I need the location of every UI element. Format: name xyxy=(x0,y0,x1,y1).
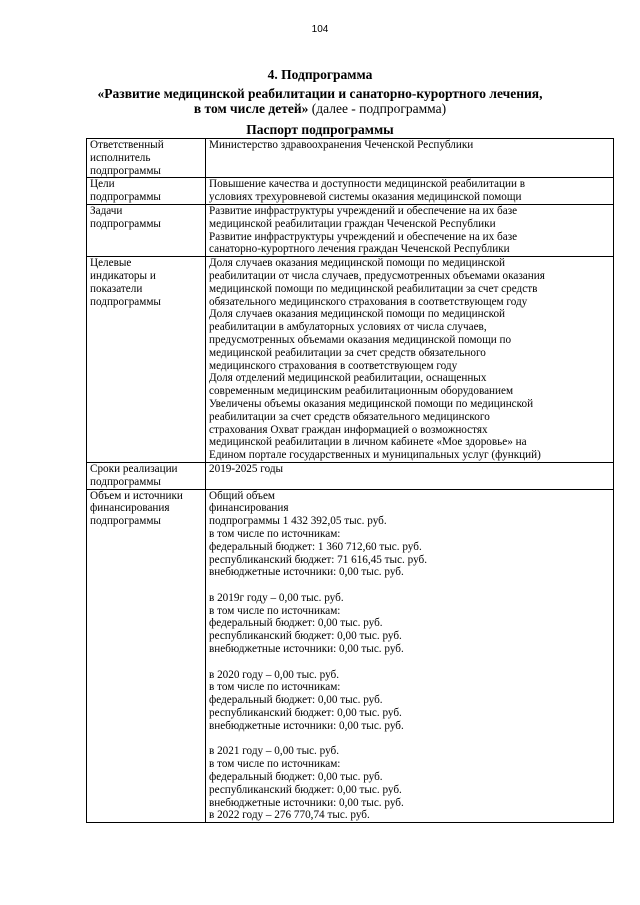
row-content-line: Министерство здравоохранения Чеченской Республики xyxy=(209,139,474,151)
row-content-line: обязательного медицинского страхования в соответствующем году xyxy=(209,295,528,308)
row-label-line: Объем и источники xyxy=(90,489,183,502)
row-content-line: 2019-2025 годы xyxy=(209,462,284,475)
subprogram-number-heading: 4. Подпрограмма xyxy=(267,67,373,82)
row-content-line: подпрограммы 1 432 392,05 тыс. руб. xyxy=(209,515,387,528)
row-label xyxy=(87,462,206,489)
row-label xyxy=(87,257,206,463)
row-content-line: медицинского страхования в соответствующем году xyxy=(209,359,458,372)
page-number: 104 xyxy=(311,24,329,35)
row-content-line: внебюджетные источники: 0,00 тыс. руб. xyxy=(209,566,404,579)
row-label-line: подпрограммы xyxy=(90,515,161,528)
table-row xyxy=(87,204,614,256)
row-label-line: Цели xyxy=(90,178,115,191)
subprogram-title xyxy=(0,86,640,116)
row-label-line: подпрограммы xyxy=(90,191,161,204)
row-content-line: реабилитации от числа случаев, предусмотренных объемами оказания xyxy=(209,269,545,282)
row-content-line: реабилитации за счет средств обязательного медицинского xyxy=(209,410,490,423)
row-content-line: в том числе по источникам: xyxy=(209,604,341,617)
row-label-line: индикаторы и xyxy=(90,269,156,282)
blank-line xyxy=(209,656,610,669)
row-content-line: реабилитации в амбулаторных условиях от числа случаев, xyxy=(209,321,487,334)
row-content-line: республиканский бюджет: 0,00 тыс. руб. xyxy=(209,630,402,643)
row-content-line: Развитие инфраструктуры учреждений и обеспечение на их базе xyxy=(209,204,518,217)
row-content-line: современным медицинским реабилитационным оборудованием xyxy=(209,385,514,398)
row-label-line: подпрограммы xyxy=(90,295,161,308)
row-label-line: показатели xyxy=(90,282,143,295)
passport-heading: Паспорт подпрограммы xyxy=(246,122,394,137)
row-content-line: в 2020 году – 0,00 тыс. руб. xyxy=(209,668,340,681)
row-content xyxy=(206,139,614,178)
table-row xyxy=(87,178,614,205)
table-row xyxy=(87,257,614,463)
row-content-line: Доля отделений медицинской реабилитации, оснащенных xyxy=(209,372,487,385)
row-content-line: медицинской реабилитации граждан Чеченской Республики xyxy=(209,217,496,230)
blank-line xyxy=(209,579,610,592)
row-label xyxy=(87,178,206,205)
row-content-line: внебюджетные источники: 0,00 тыс. руб. xyxy=(209,719,404,732)
row-label-line: Ответственный xyxy=(90,139,164,151)
row-label-line: подпрограммы xyxy=(90,164,161,177)
row-content-line: республиканский бюджет: 71 616,45 тыс. руб. xyxy=(209,553,428,566)
row-content-line: республиканский бюджет: 0,00 тыс. руб. xyxy=(209,707,402,720)
row-content-line: республиканский бюджет: 0,00 тыс. руб. xyxy=(209,783,402,796)
row-content-line: предусмотренных объемами оказания медицинской помощи по xyxy=(209,333,512,346)
row-content xyxy=(206,462,614,489)
row-label xyxy=(87,489,206,823)
row-content-line: медицинской реабилитации за счет средств обязательного xyxy=(209,346,486,359)
row-content-line: Развитие инфраструктуры учреждений и обеспечение на их базе xyxy=(209,230,518,243)
table-row xyxy=(87,139,614,178)
row-content-line: Доля случаев оказания медицинской помощи по медицинской xyxy=(209,257,506,270)
row-content xyxy=(206,489,614,823)
row-label-line: Целевые xyxy=(90,257,132,270)
row-content-line: Доля случаев оказания медицинской помощи по медицинской xyxy=(209,308,506,321)
row-content xyxy=(206,257,614,463)
row-content-line: страхования Охват граждан информацией о возможностях xyxy=(209,423,488,436)
row-content-line: в 2021 году – 0,00 тыс. руб. xyxy=(209,745,340,758)
row-content xyxy=(206,204,614,256)
row-content-line: в том числе по источникам: xyxy=(209,758,341,771)
row-content-line: федеральный бюджет: 0,00 тыс. руб. xyxy=(209,617,383,630)
row-label xyxy=(87,139,206,178)
row-label-line: исполнитель xyxy=(90,151,151,164)
table-row xyxy=(87,462,614,489)
passport-table xyxy=(86,138,614,823)
row-label-line: Задачи xyxy=(90,204,123,217)
subprogram-title-line2-bold: в том числе детей» xyxy=(193,101,309,116)
row-content-line: федеральный бюджет: 0,00 тыс. руб. xyxy=(209,771,383,784)
row-content-line: Едином портале государственных и муниципальных услуг (функций) xyxy=(209,449,541,462)
row-label xyxy=(87,204,206,256)
row-content-line: Увеличены объемы оказания медицинской помощи по медицинской xyxy=(209,397,534,410)
row-content-line: федеральный бюджет: 0,00 тыс. руб. xyxy=(209,694,383,707)
row-content-line: Общий объем xyxy=(209,489,275,502)
row-label-line: финансирования xyxy=(90,502,170,515)
row-content-line: санаторно-курортного лечения граждан Чеченской Республики xyxy=(209,243,510,256)
row-content-line: условиях трехуровневой системы оказания медицинской помощи xyxy=(209,191,522,204)
row-content-line: в 2022 году – 276 770,74 тыс. руб. xyxy=(209,809,370,822)
row-content-line: внебюджетные источники: 0,00 тыс. руб. xyxy=(209,643,404,656)
row-content-line: Повышение качества и доступности медицинской реабилитации в xyxy=(209,178,526,191)
row-content-line: в том числе по источникам: xyxy=(209,681,341,694)
row-content-line: федеральный бюджет: 1 360 712,60 тыс. руб. xyxy=(209,540,422,553)
row-label-line: Сроки реализации xyxy=(90,462,178,475)
row-content-line: в том числе по источникам: xyxy=(209,527,341,540)
blank-line xyxy=(209,733,610,746)
table-row xyxy=(87,489,614,823)
row-content-line: внебюджетные источники: 0,00 тыс. руб. xyxy=(209,796,404,809)
row-content-line: финансирования xyxy=(209,502,289,515)
row-content-line: медицинской реабилитации в личном кабинете «Мое здоровье» на xyxy=(209,436,527,449)
row-label-line: подпрограммы xyxy=(90,475,161,488)
row-label-line: подпрограммы xyxy=(90,217,161,230)
subprogram-title-line2-rest: (далее - подпрограмма) xyxy=(308,101,447,116)
row-content-line: в 2019г году – 0,00 тыс. руб. xyxy=(209,591,344,604)
row-content-line: медицинской помощи по медицинской реабилитации за счет средств xyxy=(209,282,538,295)
subprogram-title-line1: «Развитие медицинской реабилитации и санаторно-курортного лечения, xyxy=(97,86,543,101)
row-content xyxy=(206,178,614,205)
